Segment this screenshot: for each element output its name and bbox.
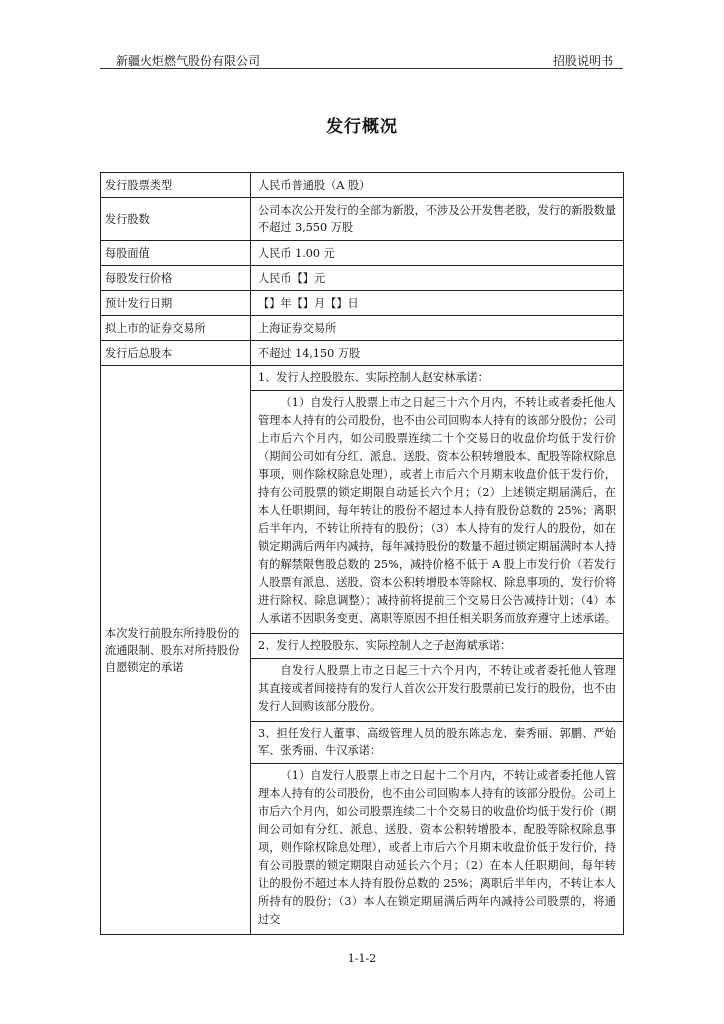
table-row [101, 198, 624, 241]
row-label: 每股发行价格 [101, 266, 251, 291]
row-label: 发行股数 [101, 198, 251, 241]
row-value: 人民币 1.00 元 [251, 241, 624, 266]
commitment-heading: 2、发行人控股股东、实际控制人之子赵海斌承诺： [251, 634, 623, 659]
page-number: 1-1-2 [347, 952, 377, 965]
row-value: 【】年【】月【】日 [251, 291, 624, 316]
row-value: 上海证券交易所 [251, 316, 624, 341]
row-label: 拟上市的证券交易所 [101, 316, 251, 341]
page-header [100, 48, 623, 69]
lockup-label: 本次发行前股东所持股份的流通限制、股东对所持股份自愿锁定的承诺 [101, 366, 251, 935]
offering-overview-table [100, 172, 624, 935]
commitment-text: （1）自发行人股票上市之日起三十六个月内，不转让或者委托他人管理本人持有的公司股份，也不由公司回购本人持有的该部分股份；公司上市后六个月内，如公司股票连续二十个交易日的收盘价均低于发行价（期间公司如有分红、派息、送股、资本公积转增股本、配股等除权除息事项，则作除权除息处理），或者上市后六个月期末收盘价低于发行价，持有公司股票的锁定期限自动延长六个月；（2）上述锁定期届满后，在本人任职期间，每年转让的股份不超过本人持有股份总数的 25%；离职后半年内，不转让所持有的股份；（3）本人持有的发行人的股份，如在锁定期满后两年内减持，每年减持股份的数量不超过锁定期届满时本人持有的解禁限售股总数的 25%，减持价格不低于 A 股上市发行价（若发行人股票有派息、送股、资本公积转增股本等除权、除息事项的，发行价将进行除权、除息调整）；减持前将提前三个交易日公告减持计划；（4）本人承诺不因职务变更、离职等原因不担任相关职务而放弃遵守上述承诺。 [251, 391, 623, 634]
table-row [101, 266, 624, 291]
row-label: 发行后总股本 [101, 341, 251, 366]
commitment-heading: 3、担任发行人董事、高级管理人员的股东陈志龙、秦秀丽、郭鹏、严始军、张秀丽、牛汉承诺： [251, 722, 623, 764]
table-row [101, 173, 624, 198]
row-value: 公司本次公开发行的全部为新股，不涉及公开发售老股，发行的新股数量不超过 3,550 万股 [251, 198, 624, 241]
row-label: 预计发行日期 [101, 291, 251, 316]
table-row [101, 316, 624, 341]
lockup-commitments [251, 366, 624, 935]
row-value: 不超过 14,150 万股 [251, 341, 624, 366]
table-row [101, 341, 624, 366]
table-row [101, 241, 624, 266]
row-value: 人民币普通股（A 股） [251, 173, 624, 198]
page-title: 发行概况 [326, 117, 398, 137]
row-label: 每股面值 [101, 241, 251, 266]
header-company-name: 新疆火炬燃气股份有限公司 [116, 54, 261, 68]
row-label: 发行股票类型 [101, 173, 251, 198]
header-document-type: 招股说明书 [552, 54, 613, 68]
commitment-text: （1）自发行人股票上市之日起十二个月内，不转让或者委托他人管理本人持有的公司股份，也不由公司回购本人持有的该部分股份。公司上市后六个月内，如公司股票连续二十个交易日的收盘价均低于发行价（期间公司如有分红、派息、送股、资本公积转增股本、配股等除权除息事项，则作除权除息处理），或者上市后六个月期末收盘价低于发行价，持有公司股票的锁定期限自动延长六个月；（2）在本人任职期间，每年转让的股份不超过本人持有股份总数的 25%；离职后半年内，不转让本人所持有的股份；（3）本人在锁定期届满后两年内减持公司股票的，将通过交 [258, 769, 617, 926]
table-row-lockup [101, 366, 624, 935]
commitment-text: 自发行人股票上市之日起三十六个月内，不转让或者委托他人管理其直接或者间接持有的发行人首次公开发行股票前已发行的股份，也不由发行人回购该部分股份。 [251, 659, 623, 722]
commitment-heading: 1、发行人控股股东、实际控制人赵安林承诺： [251, 366, 623, 391]
row-value: 人民币【】元 [251, 266, 624, 291]
table-row [101, 291, 624, 316]
